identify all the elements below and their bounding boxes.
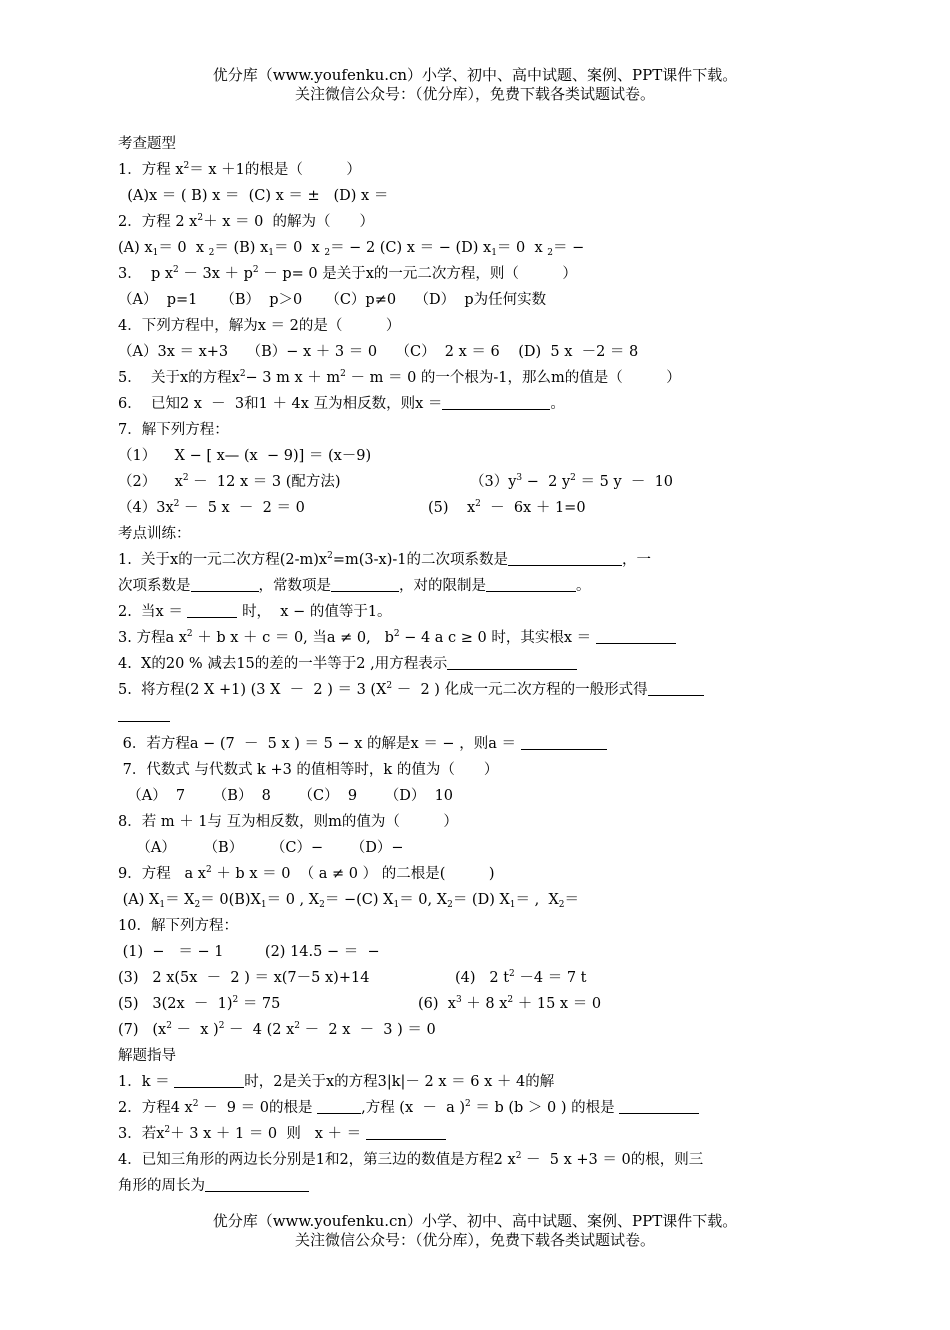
question-3: 3． p $x^2 - 3x + p^2 - p= 0$ 是关于x的一元二次方程，则（ ） (118, 265, 577, 282)
question-2-options: (A) $x_1= 0$ x $_2$＝ (B) $x_1= 0$ x $_2$＝ − 2 (C) x ＝ − (D) $x_1= 0$ x $_2$＝ − (118, 240, 585, 258)
training-4: 4. X的20 % 减去15的差的一半等于2 ,用方程表示 (118, 654, 577, 674)
training-10-row-4: (7) ($x^2 - x$ )$^2$ － 4 (2 $x^2 - 2$ x － 3 ) ＝ 0 (118, 1021, 436, 1038)
guide-4-cont: 角形的周长为 (118, 1176, 309, 1196)
training-7: 7．代数式 与代数式 k +3 的值相等时，k 的值为（ ） (118, 762, 499, 778)
training-10-row-3b: (6) $x^3 + 8$ $x^2 + 15$ x ＝ 0 (418, 995, 602, 1012)
question-3-options: （A） p=1 （B） p＞0 （C）p≠0 （D） p为任何实数 (118, 292, 547, 308)
question-4-options: （A）3x ＝ x+3 （B）− x ＋ 3 ＝ 0 （C） 2 x ＝ 6 (D) 5 x －2 ＝ 8 (118, 344, 639, 360)
training-5: 5. 将方程(2 X +1) (3 X － 2 ) ＝ 3 ($X^2 - 2$ ) 化成一元二次方程的一般形式得 (118, 680, 704, 700)
training-5-blank (118, 706, 170, 726)
question-5: 5． 关于x的方程$x^2- 3$ m $x + m^2 - m = 0$ 的一个根为-1，那么m的值是（ ） (118, 369, 681, 386)
section-title-2: 考点训练： (118, 526, 191, 542)
training-8: 8．若 m ＋ 1与 互为相反数，则m的值为（ ） (118, 814, 458, 830)
training-2: 2. 当x ＝ 时， x − 的值等于1。 (118, 604, 392, 620)
training-8-options: （A） （B） （C）− （D）− (118, 840, 404, 856)
question-7-row-3: $(4)3x^2 - 5$ x － 2 ＝ 0 (118, 499, 305, 516)
question-6: 6． 已知2 x － 3和1 ＋ 4x 互为相反数，则x ＝ 。 (118, 396, 565, 412)
question-7-row-2: （2） $x^2 - 12$ x ＝ 3 (配方法) (118, 473, 341, 490)
training-7-options: （A） 7 （B） 8 （C） 9 （D） 10 (118, 788, 454, 804)
training-10-row-2: (3) 2 x(5x － 2 ) ＝ x(7－5 x)+14 (118, 970, 370, 986)
page-header (0, 66, 950, 104)
training-6: 6．若方程a − (7 － 5 x ) ＝ 5 − x 的解是x ＝ − ，则a ＝ (118, 734, 607, 754)
page-footer (0, 1212, 950, 1250)
training-9-options: (A) $X_1= X_2= 0(B)X_1= 0$ , $X_2= -(C)$ $X_1= 0$, $X_2= (D)$ $X_1=$ , $X_2=$ (118, 892, 580, 910)
footer-line-1: 优分库（www.youfenku.cn）小学、初中、高中试题、案例、PPT课件下载。 (212, 1212, 738, 1230)
training-1-cont: 次项系数是 ，常数项是 ，对的限制是 。 (118, 578, 591, 594)
question-7-row-2b: $(3)y^3 - 2$ $y^2 = 5$ y － 10 (470, 473, 674, 490)
section-title-1: 考查题型 (118, 136, 176, 152)
question-7-row-1: （1） X − [ x— (x − 9)] ＝ (x－9) (118, 448, 372, 464)
question-1: 1．方程 $x^2= x +1$的根是（ ） (118, 161, 361, 178)
training-10: 10．解下列方程： (118, 918, 238, 934)
footer-line-2: 关注微信公众号：（优分库），免费下载各类试题试卷。 (294, 1231, 655, 1249)
guide-3: 3．若$x^2+ 3$ x ＋ 1 ＝ 0 则 x ＋ ＝ (118, 1124, 446, 1144)
training-1: 1. 关于x的一元二次方程$(2-m)x^2=m(3-x)-1$的二次项系数是 ，一 (118, 551, 651, 568)
training-3: 3. 方程a $x^2 + b$ x ＋ c ＝ 0, 当a ≠ 0, $b^2 - 4$ a c ≥ 0 时，其实根x ＝ (118, 628, 676, 648)
guide-1: 1．k ＝ 时，2是关于x的方程3|k|－ 2 x ＝ 6 x ＋ 4的解 (118, 1074, 555, 1090)
question-1-options: (A)x ＝ ( B) x ＝ (C) x ＝ ± (D) x ＝ (118, 188, 389, 204)
training-9: 9．方程 a $x^2 + b$ x ＝ 0 （ a ≠ 0 ） 的二根是( ) (118, 865, 495, 882)
section-title-3: 解题指导 (118, 1048, 176, 1064)
training-10-row-1: (1) − ＝ − 1 (2) 14.5 − ＝ − (118, 944, 380, 960)
guide-4: 4．已知三角形的两边长分别是1和2，第三边的数值是方程2 $x^2 - 5$ x +3 ＝ 0的根，则三 (118, 1151, 704, 1168)
header-line-1: 优分库（www.youfenku.cn）小学、初中、高中试题、案例、PPT课件下载。 (212, 66, 738, 84)
header-line-2: 关注微信公众号：（优分库），免费下载各类试题试卷。 (294, 85, 655, 103)
question-4: 4．下列方程中，解为x ＝ 2的是（ ） (118, 318, 401, 334)
training-10-row-3: (5) $3(2x - 1)^2 = 75$ (118, 995, 281, 1012)
question-7-row-3b: (5) $x^2 - 6x + 1=0$ (428, 499, 586, 516)
guide-2: 2．方程4 $x^2 - 9 = 0$的根是 ,方程 (x － a )$^2$ ＝ b (b ＞ 0 ) 的根是 (118, 1098, 699, 1118)
question-7: 7．解下列方程： (118, 422, 229, 438)
question-2: 2．方程 2 $x^2+ x = 0$ 的解为（ ） (118, 213, 375, 230)
training-10-row-2b: (4) 2 $t^2 -4 = 7$ t (455, 969, 587, 986)
